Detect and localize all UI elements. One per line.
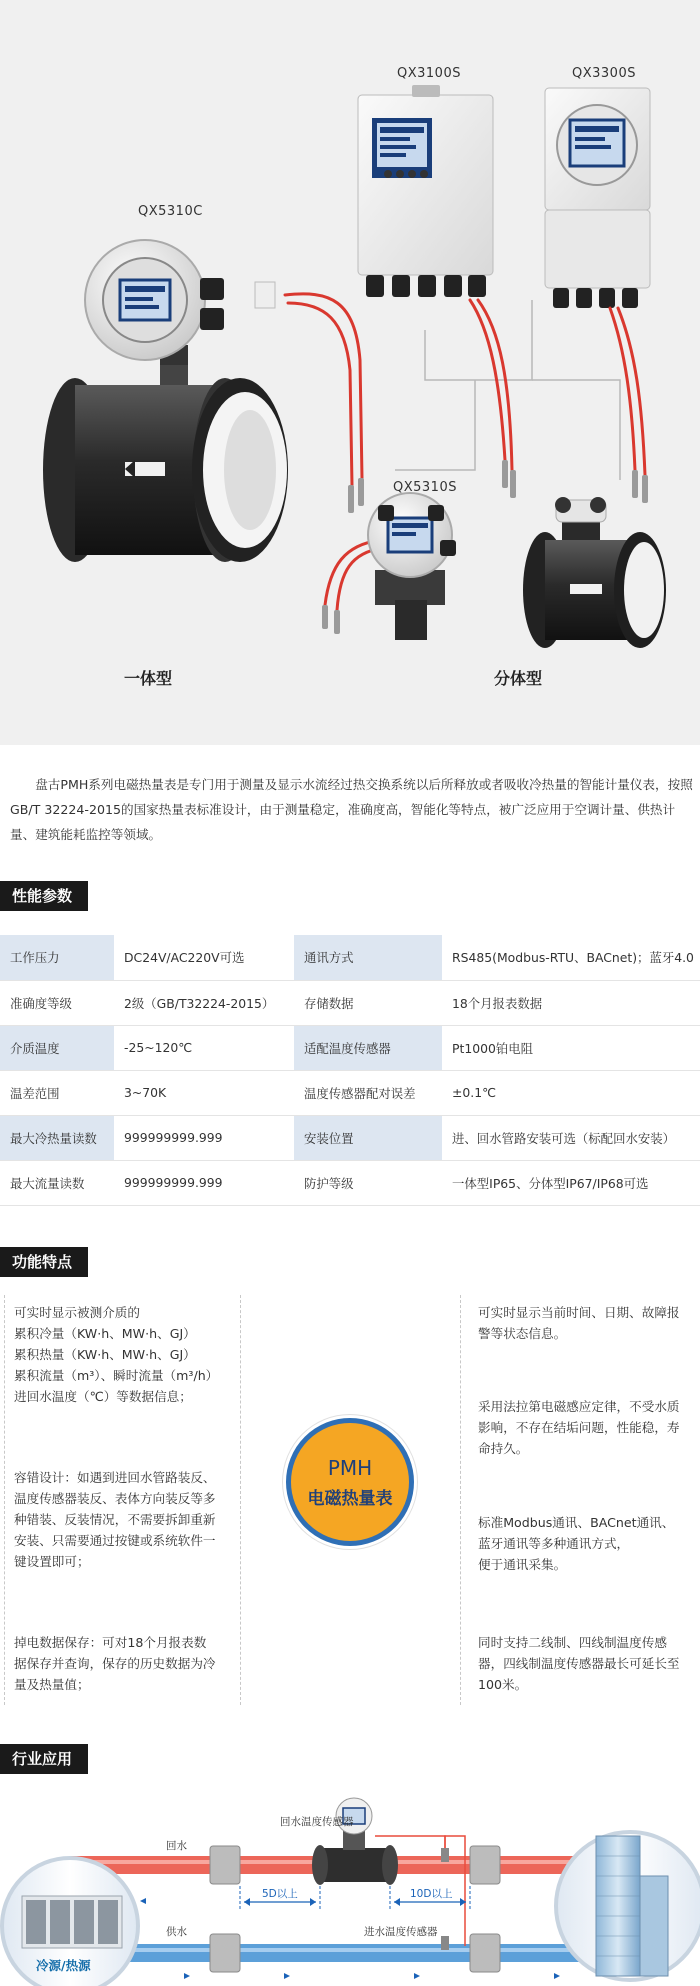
spec-key: 温度传感器配对误差 xyxy=(294,1070,442,1115)
pmh-badge-title: PMH xyxy=(327,1455,373,1480)
source-label: 冷源/热源 xyxy=(36,1958,91,1973)
pmh-badge xyxy=(286,1418,414,1546)
spec-value: 2级（GB/T32224-2015） xyxy=(114,980,294,1025)
feature-right-2 xyxy=(478,1396,680,1459)
feature-line: 采用法拉第电磁感应定律，不受水质 xyxy=(478,1399,680,1414)
feature-line: 影响，不存在结垢问题，性能稳，寿 xyxy=(478,1420,680,1435)
feature-line: 安装、只需要通过按键或系统软件一 xyxy=(14,1533,216,1548)
feature-line: 警等状态信息。 xyxy=(478,1326,567,1341)
feature-line: 据保存并查询，保存的历史数据为冷 xyxy=(14,1656,216,1671)
spec-key: 存储数据 xyxy=(294,980,442,1025)
feature-line: 器，四线制温度传感器最长可延长至 xyxy=(478,1656,680,1671)
section-heading-application: 行业应用 xyxy=(0,1744,88,1774)
feature-line: 命持久。 xyxy=(478,1441,529,1456)
spec-value: 18个月报表数据 xyxy=(442,980,700,1025)
spec-value: RS485(Modbus-RTU、BACnet)；蓝牙4.0 xyxy=(442,935,700,980)
feature-line: 进回水温度（℃）等数据信息； xyxy=(14,1389,192,1404)
feature-line: 同时支持二线制、四线制温度传感 xyxy=(478,1635,667,1650)
spec-value: DC24V/AC220V可选 xyxy=(114,935,294,980)
pmh-badge-subtitle: 电磁热量表 xyxy=(307,1488,393,1509)
feature-line: 累积热量（KW·h、MW·h、GJ） xyxy=(14,1347,196,1362)
spec-value: 999999999.999 xyxy=(114,1160,294,1205)
feature-left-3 xyxy=(14,1632,216,1695)
feature-line: 100米。 xyxy=(478,1677,528,1692)
product-hero xyxy=(0,0,700,745)
feature-line: 掉电数据保存：可对18个月报表数 xyxy=(14,1635,207,1650)
feature-line: 标准Modbus通讯、BACnet通讯、 xyxy=(478,1515,675,1530)
section-heading-specs: 性能参数 xyxy=(0,881,88,911)
feature-line: 量及热量值； xyxy=(14,1677,90,1692)
spec-row xyxy=(0,1025,700,1070)
feature-left-1 xyxy=(14,1302,218,1407)
feature-line: 种错装、反装情况，不需要拆卸重新 xyxy=(14,1512,216,1527)
spec-value: -25~120℃ xyxy=(114,1025,294,1070)
feature-line: 温度传感器装反、表体方向装反等多 xyxy=(14,1491,216,1506)
feature-left-2 xyxy=(14,1467,216,1572)
feature-right-1 xyxy=(478,1302,680,1344)
qx3100s-device xyxy=(358,85,493,297)
section-heading-features: 功能特点 xyxy=(0,1247,88,1277)
model-label-qx3300s: QX3300S xyxy=(572,66,636,81)
spec-row xyxy=(0,1115,700,1160)
spec-value: 3~70K xyxy=(114,1070,294,1115)
spec-row xyxy=(0,1070,700,1115)
center-left-divider xyxy=(240,1295,241,1705)
center-right-divider xyxy=(460,1295,461,1705)
split-flow-tube xyxy=(523,497,666,648)
distance-5d-label: 5D以上 xyxy=(262,1888,298,1900)
spec-row xyxy=(0,980,700,1025)
feature-line: 累积冷量（KW·h、MW·h、GJ） xyxy=(14,1326,196,1341)
feature-line: 可实时显示当前时间、日期、故障报 xyxy=(478,1305,680,1320)
spec-value: Pt1000铂电阻 xyxy=(442,1025,700,1070)
type-label-split: 分体型 xyxy=(494,669,543,688)
model-label-qx3100s: QX3100S xyxy=(397,66,461,81)
product-illustration xyxy=(0,0,700,745)
spec-key: 安装位置 xyxy=(294,1115,442,1160)
qx5310c-device xyxy=(43,240,288,562)
spec-key: 最大冷热量读数 xyxy=(0,1115,114,1160)
feature-right-4 xyxy=(478,1632,680,1695)
spec-value: 999999999.999 xyxy=(114,1115,294,1160)
feature-line: 便于通讯采集。 xyxy=(478,1557,567,1572)
spec-value: 一体型IP65、分体型IP67/IP68可选 xyxy=(442,1160,700,1205)
feature-line: 可实时显示被测介质的 xyxy=(14,1305,140,1320)
spec-key: 介质温度 xyxy=(0,1025,114,1070)
distance-10d-label: 10D以上 xyxy=(410,1888,453,1900)
spec-key: 通讯方式 xyxy=(294,935,442,980)
intro-paragraph: 盘古PMH系列电磁热量表是专门用于测量及显示水流经过热交换系统以后所释放或者吸收冷热量的智能计量仪表，按照GB/T 32224-2015的国家热量表标准设计，由于测量稳定，准确度高，智能化等特点，被广泛应用于空调计量、供热计量、建筑能耗监控等领域。 xyxy=(10,777,693,842)
spec-key: 准确度等级 xyxy=(0,980,114,1025)
feature-line: 累积流量（m³）、瞬时流量（m³/h） xyxy=(14,1368,219,1383)
supply-water-label: 供水 xyxy=(166,1926,187,1938)
type-label-integrated: 一体型 xyxy=(124,669,173,688)
qx3300s-device xyxy=(545,88,650,308)
qx5310s-device xyxy=(368,493,456,640)
return-water-label: 回水 xyxy=(166,1840,187,1852)
spec-key: 工作压力 xyxy=(0,935,114,980)
spec-table xyxy=(0,935,700,1206)
spec-value: ±0.1℃ xyxy=(442,1070,700,1115)
supply-sensor-label: 进水温度传感器 xyxy=(364,1926,438,1938)
feature-right-3 xyxy=(478,1512,674,1575)
feature-line: 容错设计：如遇到进回水管路装反、 xyxy=(14,1470,216,1485)
spec-row xyxy=(0,1160,700,1205)
spec-key: 温差范围 xyxy=(0,1070,114,1115)
spec-key: 适配温度传感器 xyxy=(294,1025,442,1070)
model-label-qx5310s: QX5310S xyxy=(393,480,457,495)
model-label-qx5310c: QX5310C xyxy=(138,204,203,219)
spec-key: 最大流量读数 xyxy=(0,1160,114,1205)
feature-line: 蓝牙通讯等多种通讯方式， xyxy=(478,1536,630,1551)
left-divider xyxy=(4,1295,5,1705)
return-sensor-label: 回水温度传感器 xyxy=(280,1816,354,1828)
spec-key: 防护等级 xyxy=(294,1160,442,1205)
feature-line: 键设置即可； xyxy=(14,1554,90,1569)
application-diagram xyxy=(0,1796,700,1986)
spec-row xyxy=(0,935,700,980)
spec-value: 进、回水管路安装可选（标配回水安装） xyxy=(442,1115,700,1160)
